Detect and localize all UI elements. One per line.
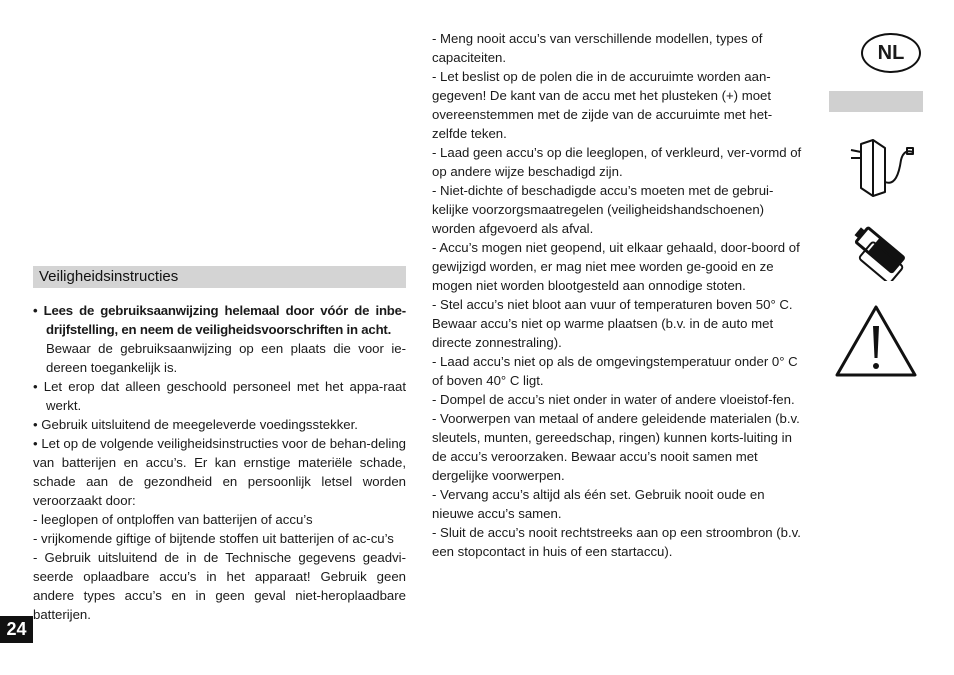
list-item: - Accu’s mogen niet geopend, uit elkaar gehaald, door-boord of gewijzigd worden, er mag niet mee worden ge-gooid en ze mogen niet worden blootgesteld aan onnodige stoten. xyxy=(432,240,800,293)
battery-icon xyxy=(851,217,913,281)
bullet-trained-personnel: • Let erop dat alleen geschoold personeel met het appa-raat werkt. xyxy=(33,379,406,413)
language-badge: NL xyxy=(861,33,921,73)
dash-leak-explode: - leeglopen of ontploffen van batterijen of accu’s xyxy=(33,512,313,527)
list-item: - Niet-dichte of beschadigde accu’s moeten met de gebrui-kelijke voorzorgsmaatregelen (veiligheidshandschoenen) worden afgevoerd als afval. xyxy=(432,183,774,236)
dash-recommended-batteries: - Gebruik uitsluitend de in de Technische gegevens geadvi-seerde oplaadbare accu’s in het apparaat! Gebruik geen andere types accu’s en in geen geval niet-heroplaadbare batterijen. xyxy=(33,550,406,622)
section-tab-marker xyxy=(829,91,923,112)
list-item: - Voorwerpen van metaal of andere geleidende materialen (b.v. sleutels, munten, gereedschap, ringen) kunnen korts-luiting in de accu’s veroorzaken. Bewaar accu’s nooit samen met dergelijke voorwerpen. xyxy=(432,411,800,483)
list-item: - Vervang accu’s altijd als één set. Gebruik nooit oude en nieuwe accu’s samen. xyxy=(432,487,765,521)
list-item: - Dompel de accu’s niet onder in water of andere vloeistof-fen. xyxy=(432,392,795,407)
list-item: - Laad geen accu’s op die leeglopen, of verkleurd, ver-vormd of op andere wijze beschadigd zijn. xyxy=(432,145,802,179)
left-column xyxy=(33,266,406,624)
page-number: 24 xyxy=(0,616,33,643)
section-heading: Veiligheidsinstructies xyxy=(33,266,406,288)
bullet-power-plug: • Gebruik uitsluitend de meegeleverde voedingsstekker. xyxy=(33,417,358,432)
list-item: - Let beslist op de polen die in de accuruimte worden aan-gegeven! De kant van de accu met het plusteken (+) moet overeenstemmen met de zijde van de accuruimte met het-zelfde teken. xyxy=(432,69,773,141)
list-item: - Laad accu’s niet op als de omgevingstemperatuur onder 0° C of boven 40° C ligt. xyxy=(432,354,798,388)
bullet-battery-safety: • Let op de volgende veiligheidsinstructies voor de behan-deling van batterijen en accu’s. Er kan ernstige materiële schade, schade aan de gezondheid en persoonlijk letsel worden veroorzaakt door: xyxy=(33,436,406,508)
list-item: - Meng nooit accu’s van verschillende modellen, types of capaciteiten. xyxy=(432,31,763,65)
warning-triangle-icon xyxy=(834,304,918,378)
power-adapter-icon xyxy=(843,134,917,202)
bullet-read-manual: • Lees de gebruiksaanwijzing helemaal door vóór de inbe-drijfstelling, en neem de veiligheidsvoorschriften in acht. xyxy=(33,303,406,337)
right-column xyxy=(432,29,805,561)
list-item: - Sluit de accu’s nooit rechtstreeks aan op een stroombron (b.v. een stopcontact in huis of een startaccu). xyxy=(432,525,801,559)
list-item: - Stel accu’s niet bloot aan vuur of temperaturen boven 50° C. Bewaar accu’s niet op warme plaatsen (b.v. in de auto met directe zonnestraling). xyxy=(432,297,793,350)
bullet-read-manual-note: Bewaar de gebruiksaanwijzing op een plaats die voor ie-dereen toegankelijk is. xyxy=(46,341,406,375)
dash-toxic-substances: - vrijkomende giftige of bijtende stoffen uit batterijen of ac-cu’s xyxy=(33,531,394,546)
